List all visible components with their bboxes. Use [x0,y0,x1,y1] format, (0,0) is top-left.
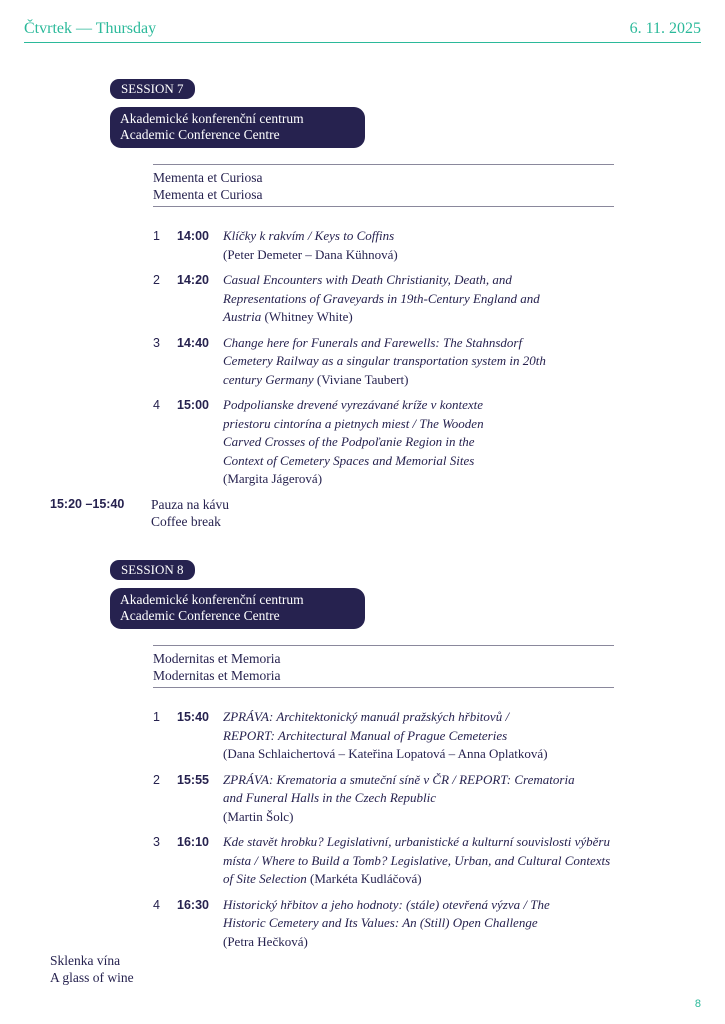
talk-time: 15:00 [177,398,209,412]
break-label-cz: Pauza na kávu [151,497,229,512]
talk-item [153,708,614,764]
talk-number: 2 [153,273,160,287]
venue-en: Academic Conference Centre [120,127,280,142]
talk-number: 2 [153,772,160,787]
session-7-block [153,164,614,496]
session-title [153,164,614,207]
talk-item [153,227,614,264]
session-title-line-2: Mementa et Curiosa [153,187,263,202]
talk-number: 4 [153,398,160,412]
session-title-line-1: Modernitas et Memoria [153,651,281,666]
talk-authors: (Peter Demeter – Dana Kühnová) [223,246,398,262]
session-8-block [153,645,614,958]
closing-reception [50,952,134,986]
venue-box [110,107,365,148]
talk-authors: (Martin Šolc) [223,808,294,824]
session-title [153,645,614,688]
talk-list [153,227,614,489]
talk-authors: (Viviane Taubert) [316,371,409,387]
talk-number: 3 [153,835,160,849]
session-badge: SESSION 7 [110,79,195,99]
venue-en: Academic Conference Centre [120,608,280,623]
talk-authors: (Margita Jágerová) [223,471,323,486]
talk-title: ZPRÁVA: Krematoria a smuteční síně v ČR / REPORT: Crematoria and Funeral Halls in the Czech Republic [223,771,575,805]
break-label-en: Coffee break [151,514,221,529]
talk-list [153,708,614,951]
talk-number: 1 [153,710,160,724]
coffee-break [50,496,229,530]
talk-item [153,334,614,390]
talk-number: 4 [153,897,160,912]
talk-title: Podpolianske drevené vyrezávané kríže v kontexte priestoru cintorína a pietnych miest / The Wooden Carved Crosses of the Podpoľanie Region in the Context of Cemetery Spaces and Memorial Sites [223,397,484,468]
talk-title: Change here for Funerals and Farewells: The Stahnsdorf Cemetery Railway as a singular transportation system in 20th century Germany [223,334,546,387]
talk-time: 14:20 [177,273,209,287]
talk-time: 14:40 [177,335,209,350]
page-number: 8 [694,998,701,1010]
talk-time: 16:30 [177,897,209,912]
closing-label-en: A glass of wine [50,970,134,985]
talk-item [153,771,614,827]
talk-title: ZPRÁVA: Architektonický manuál pražských hřbitovů / REPORT: Architectural Manual of Prague Cemeteries [223,709,510,743]
talk-authors: (Petra Hečková) [223,933,308,949]
talk-authors: (Markéta Kudláčová) [310,871,422,886]
session-title-line-2: Modernitas et Memoria [153,668,281,683]
talk-time: 16:10 [177,835,209,849]
talk-number: 1 [153,229,160,243]
talk-item [153,396,614,489]
day-label: Čtvrtek — Thursday [24,20,157,37]
talk-title: Historický hřbitov a jeho hodnoty: (stále) otevřená výzva / The Historic Cemetery and Its Values: An (Still) Open Challenge [223,896,550,930]
talk-authors: (Dana Schlaichertová – Kateřina Lopatová – Anna Oplatková) [223,746,548,761]
talk-time: 14:00 [177,229,209,243]
venue-cz: Akademické konferenční centrum [120,111,304,126]
talk-title: Klíčky k rakvím / Keys to Coffins [223,228,395,243]
talk-title: Casual Encounters with Death Christianity, Death, and Representations of Graveyards in 19th-Century England and Austria [223,272,540,324]
closing-label-cz: Sklenka vína [50,953,121,968]
talk-number: 3 [153,335,160,350]
session-8-header [110,560,365,629]
talk-item [153,896,614,952]
talk-authors: (Whitney White) [264,309,353,324]
date-label: 6. 11. 2025 [629,20,701,37]
page-header [24,20,701,43]
venue-box [110,588,365,629]
talk-time: 15:55 [177,772,209,787]
venue-cz: Akademické konferenční centrum [120,592,304,607]
talk-item [153,271,614,327]
session-badge: SESSION 8 [110,560,195,580]
session-title-line-1: Mementa et Curiosa [153,170,263,185]
session-7-header [110,79,365,148]
break-time: 15:20 –15:40 [50,497,125,511]
talk-item [153,833,614,889]
talk-title: Kde stavět hrobku? Legislativní, urbanistické a kulturní souvislosti výběru místa / Where to Build a Tomb? Legislative, Urban, and Cultural Contexts of Site Selection [223,834,611,886]
talk-time: 15:40 [177,710,209,724]
